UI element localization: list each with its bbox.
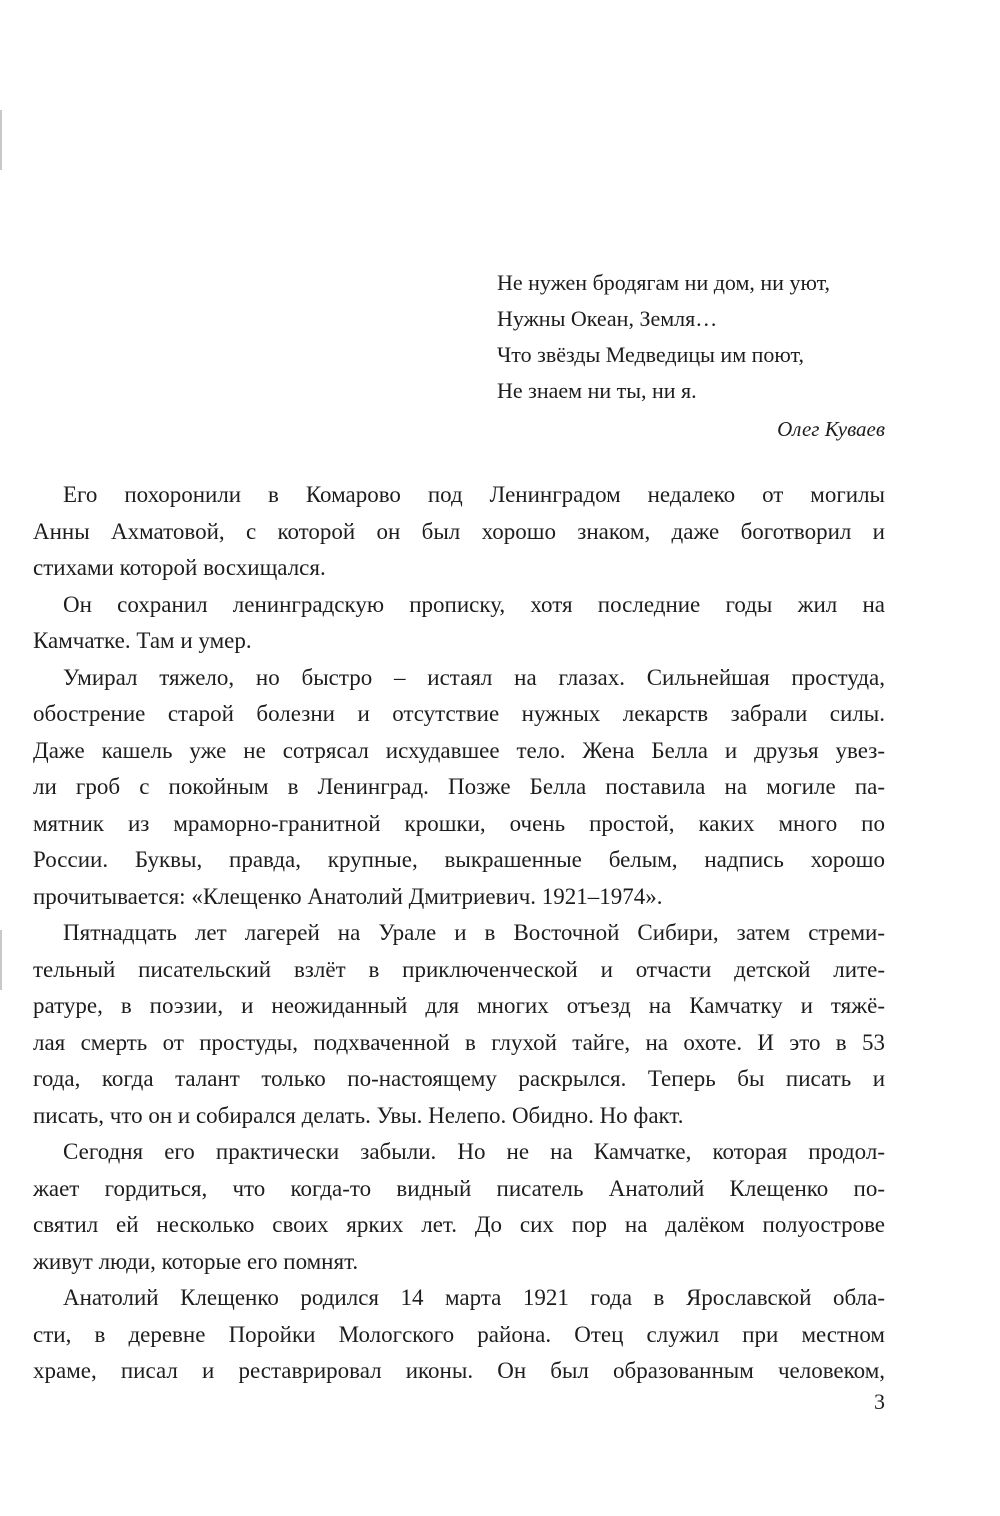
text-line: стихами которой восхищался. xyxy=(33,555,326,580)
text-line: Анны Ахматовой, с которой он был хорошо знаком, даже боготворил и xyxy=(33,518,885,544)
text-line: Он сохранил ленинградскую прописку, хотя последние годы жил на xyxy=(63,591,885,617)
paragraph xyxy=(33,660,885,916)
text-line: Умирал тяжело, но быстро – истаял на глазах. Сильнейшая простуда, xyxy=(63,664,885,690)
text-line: храме, писал и реставрировал иконы. Он был образованным человеком, xyxy=(33,1358,885,1383)
epigraph-line: Не нужен бродягам ни дом, ни уют, xyxy=(497,270,831,295)
paragraph xyxy=(33,1280,885,1390)
text-line: Анатолий Клещенко родился 14 марта 1921 года в Ярославской обла- xyxy=(63,1285,885,1310)
text-line: года, когда талант только по-настоящему раскрылся. Теперь бы писать и xyxy=(33,1066,885,1091)
text-line: Пятнадцать лет лагерей на Урале и в Восточной Сибири, затем стреми- xyxy=(63,920,885,945)
paragraph xyxy=(33,1134,885,1280)
paragraph xyxy=(33,587,885,660)
text-line: сти, в деревне Поройки Мологского района. Отец служил при местном xyxy=(33,1321,885,1347)
epigraph-author: Олег Куваев xyxy=(777,417,885,441)
text-line: обострение старой болезни и отсутствие нужных лекарств забрали силы. xyxy=(33,701,885,726)
body-text xyxy=(33,477,885,1390)
text-line: лая смерть от простуды, подхваченной в глухой тайге, на охоте. И это в 53 xyxy=(33,1029,885,1055)
text-line: живут люди, которые его помнят. xyxy=(33,1248,359,1274)
paragraph xyxy=(33,477,885,587)
text-line: России. Буквы, правда, крупные, выкрашенные белым, надпись хорошо xyxy=(33,847,885,872)
epigraph-line: Что звёзды Медведицы им поют, xyxy=(497,342,805,367)
text-line: тельный писательский взлёт в приключенческой и отчасти детской лите- xyxy=(33,956,885,982)
text-line: жает гордиться, что когда-то видный писатель Анатолий Клещенко по- xyxy=(33,1175,885,1201)
scan-edge-mark xyxy=(0,110,2,170)
text-line: писать, что он и собирался делать. Увы. Нелепо. Обидно. Но факт. xyxy=(33,1102,684,1128)
text-line: Камчатке. Там и умер. xyxy=(33,628,252,653)
text-line: мятник из мраморно-гранитной крошки, очень простой, каких много по xyxy=(33,810,885,836)
text-line: Сегодня его практически забыли. Но не на Камчатке, которая продол- xyxy=(63,1139,885,1164)
text-line: Его похоронили в Комарово под Ленинградом недалеко от могилы xyxy=(63,482,885,507)
text-line: ратуре, в поэзии, и неожиданный для многих отъезд на Камчатку и тяжё- xyxy=(33,993,885,1018)
epigraph-line: Нужны Океан, Земля… xyxy=(497,306,718,331)
text-line: ли гроб с покойным в Ленинград. Позже Белла поставила на могиле па- xyxy=(33,774,885,799)
page-number: 3 xyxy=(874,1389,885,1414)
scan-edge-mark xyxy=(0,930,2,990)
text-line: прочитывается: «Клещенко Анатолий Дмитриевич. 1921–1974». xyxy=(33,883,663,909)
text-line: Даже кашель уже не сотрясал исхудавшее тело. Жена Белла и друзья увез- xyxy=(33,737,885,763)
epigraph-line: Не знаем ни ты, ни я. xyxy=(497,378,697,403)
text-line: святил ей несколько своих ярких лет. До сих пор на далёком полуострове xyxy=(33,1212,885,1237)
epigraph xyxy=(497,265,897,447)
paragraph xyxy=(33,915,885,1134)
